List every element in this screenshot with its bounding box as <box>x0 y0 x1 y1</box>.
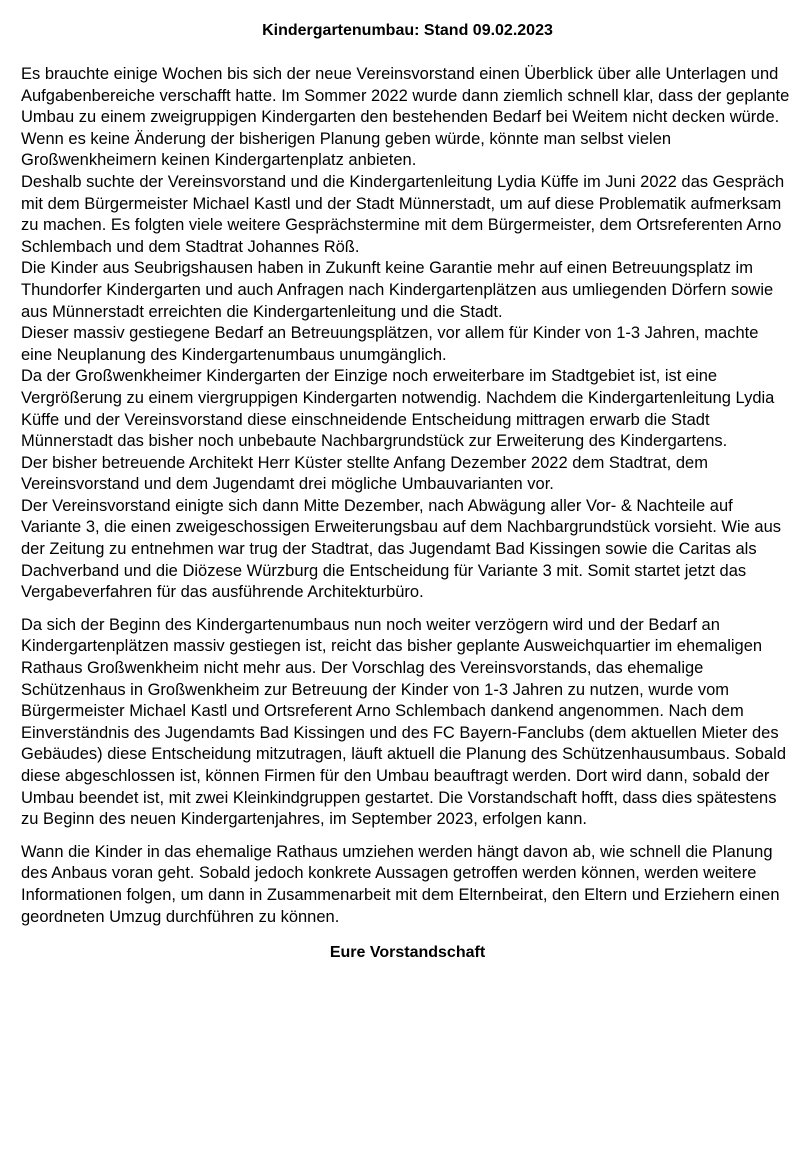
paragraph-6: Der bisher betreuende Architekt Herr Küster stellte Anfang Dezember 2022 dem Stadtrat, dem Vereinsvorstand und dem Jugendamt drei mögliche Umbauvarianten vor. <box>21 453 708 494</box>
paragraph-9: Wann die Kinder in das ehemalige Rathaus umziehen werden hängt davon ab, wie schnell die Planung des Anbaus voran geht. Sobald jedoch konkrete Aussagen getroffen werden können, werden weitere Informationen folgen, um dann in Zusammenarbeit mit dem Elternbeirat, den Eltern und Erziehern einen geordneten Umzug durchführen zu können. <box>21 842 780 926</box>
document-title: Kindergartenumbau: Stand 09.02.2023 <box>262 22 553 39</box>
section-3 <box>21 842 794 928</box>
paragraph-2: Deshalb suchte der Vereinsvorstand und die Kindergartenleitung Lydia Küffe im Juni 2022 das Gespräch mit dem Bürgermeister Michael Kastl und der Stadt Münnerstadt, um auf diese Problematik aufmerksam zu machen. Es folgten viele weitere Gesprächstermine mit dem Bürgermeister, dem Ortsreferenten Arno Schlembach und dem Stadtrat Johannes Röß. <box>21 172 785 256</box>
section-1 <box>21 64 794 604</box>
paragraph-3: Die Kinder aus Seubrigshausen haben in Zukunft keine Garantie mehr auf einen Betreuungsplatz im Thundorfer Kindergarten und auch Anfragen nach Kindergartenplätzen aus umliegenden Dörfern sowie aus Münnerstadt erreichten die Kindergartenleitung und die Stadt. <box>21 259 774 321</box>
paragraph-spacer <box>21 831 794 842</box>
paragraph-8: Da sich der Beginn des Kindergartenumbaus nun noch weiter verzögern wird und der Bedarf an Kindergartenplätzen massiv gestiegen ist, reicht das bisher geplante Ausweichquartier im ehemaligen Rathaus Großwenkheim nicht mehr aus. Der Vorschlag des Vereinsvorstands, das ehemalige Schützenhaus in Großwenkheim zur Betreuung der Kinder von 1-3 Jahren zu nutzen, wurde vom Bürgermeister Michael Kastl und Ortsreferent Arno Schlembach dankend angenommen. Nach dem Einverständnis des Jugendamts Bad Kissingen und des FC Bayern-Fanclubs (dem aktuellen Mieter des Gebäudes) diese Entscheidung mitzutragen, läuft aktuell die Planung des Schützenhausumbaus. Sobald diese abgeschlossen ist, können Firmen für den Umbau beauftragt werden. Dort wird dann, sobald der Umbau beendet ist, mit zwei Kleinkindgruppen gestartet. Die Vorstandschaft hofft, dass dies spätestens zu Beginn des neuen Kindergartenjahres, im September 2023, erfolgen kann. <box>21 615 787 829</box>
paragraph-7: Der Vereinsvorstand einigte sich dann Mitte Dezember, nach Abwägung aller Vor- & Nachteile auf Variante 3, die einen zweigeschossigen Erweiterungsbau auf dem Nachbargrundstück vorsieht. Wie aus der Zeitung zu entnehmen war trug der Stadtrat, das Jugendamt Bad Kissingen sowie die Caritas als Dachverband und die Diözese Würzburg die Entscheidung für Variante 3 mit. Somit startet jetzt das Vergabeverfahren für das ausführende Architekturbüro. <box>21 496 782 602</box>
section-2 <box>21 615 794 831</box>
paragraph-spacer <box>21 604 794 615</box>
paragraph-4: Dieser massiv gestiegene Bedarf an Betreuungsplätzen, vor allem für Kinder von 1-3 Jahren, machte eine Neuplanung des Kindergartenumbaus unumgänglich. <box>21 324 759 364</box>
paragraph-5: Da der Großwenkheimer Kindergarten der Einzige noch erweiterbare im Stadtgebiet ist, ist eine Vergrößerung zu einem viergruppigen Kindergarten notwendig. Nachdem die Kindergartenleitung Lydia Küffe und der Vereinsvorstand diese einschneidende Entscheidung mittragen erwarb die Stadt Münnerstadt das bisher noch unbebaute Nachbargrundstück zur Erweiterung des Kindergartens. <box>21 367 775 451</box>
signature: Eure Vorstandschaft <box>329 944 486 962</box>
paragraph-1: Es brauchte einige Wochen bis sich der neue Vereinsvorstand einen Überblick über alle Unterlagen und Aufgabenbereiche verschafft hatte. Im Sommer 2022 wurde dann ziemlich schnell klar, dass der geplante Umbau zu einem zweigruppigen Kindergarten den bestehenden Bedarf bei Weitem nicht decken würde. Wenn es keine Änderung der bisherigen Planung geben würde, könnte man selbst vielen Großwenkheimern keinen Kindergartenplatz anbieten. <box>21 65 790 170</box>
